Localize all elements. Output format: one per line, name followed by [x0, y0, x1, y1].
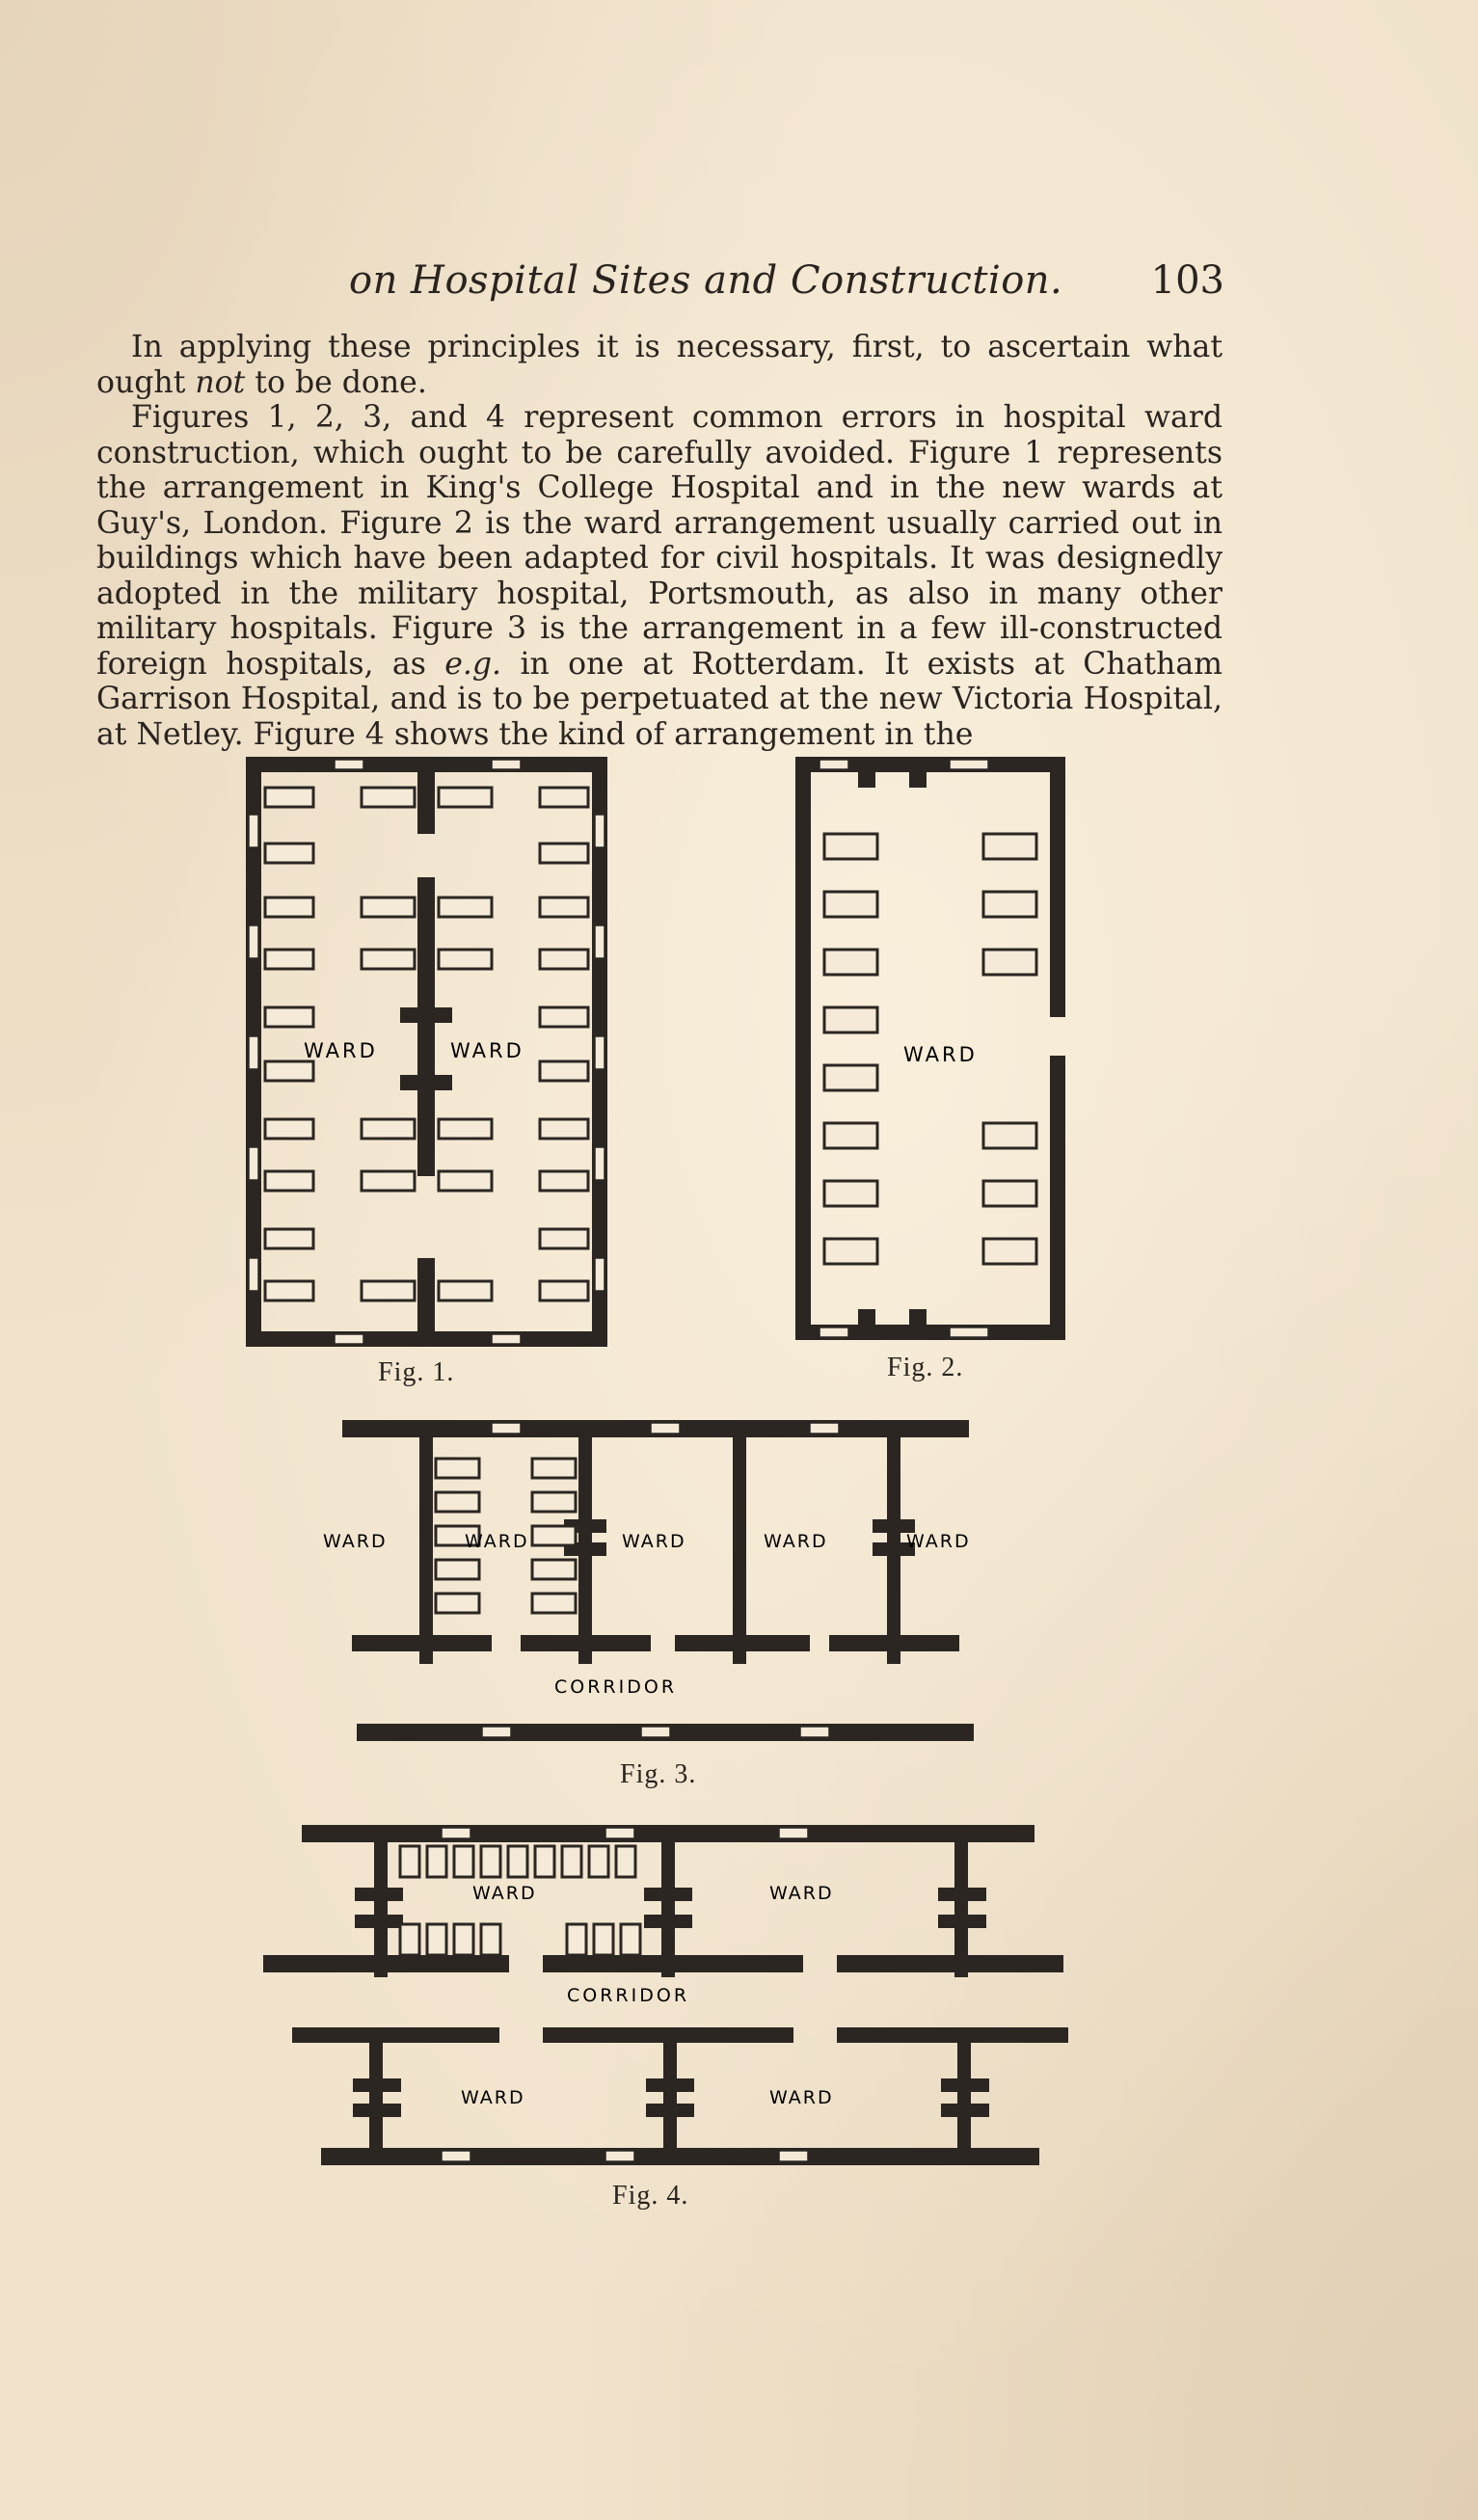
page-header: [96, 258, 1224, 316]
bed: [983, 1181, 1036, 1206]
bed: [540, 1007, 588, 1027]
bed: [532, 1459, 576, 1478]
fig4-label: WARD: [472, 1883, 537, 1904]
bed: [362, 788, 415, 807]
bed: [265, 950, 313, 969]
bed: [436, 1560, 479, 1579]
fig3-corridor-label: CORRIDOR: [554, 1676, 678, 1698]
bed: [540, 844, 588, 863]
bed: [439, 1171, 492, 1191]
bed: [427, 1924, 446, 1955]
bed: [454, 1924, 473, 1955]
fig3-label: WARD: [764, 1531, 828, 1552]
bed: [824, 1181, 877, 1206]
bed: [362, 1281, 415, 1300]
bed: [594, 1924, 613, 1955]
bed: [616, 1846, 635, 1877]
window: [249, 815, 258, 847]
bed: [265, 1119, 313, 1139]
window: [595, 1258, 605, 1291]
bed: [589, 1846, 608, 1877]
figure-3-caption: Fig. 3.: [620, 1759, 697, 1789]
window: [249, 1036, 258, 1069]
window: [249, 925, 258, 958]
figure-2-caption: Fig. 2.: [887, 1353, 964, 1382]
bed: [436, 1459, 479, 1478]
bed: [439, 898, 492, 917]
bed: [621, 1924, 640, 1955]
bed: [400, 1924, 419, 1955]
bed: [532, 1492, 576, 1512]
bed: [532, 1526, 576, 1545]
bed: [439, 950, 492, 969]
bed: [362, 1171, 415, 1191]
bed: [540, 950, 588, 969]
bed: [824, 1065, 877, 1090]
window: [595, 815, 605, 847]
bed: [436, 1594, 479, 1613]
paragraph-1: In applying these principles it is necessary, first, to ascertain what ought not to be done.: [96, 330, 1223, 400]
fig4-label: WARD: [461, 2087, 525, 2108]
fig3-label: WARD: [465, 1531, 529, 1552]
bed: [540, 1229, 588, 1248]
fig4-corridor-label: CORRIDOR: [567, 1985, 690, 2006]
bed: [983, 950, 1036, 975]
bed: [265, 1171, 313, 1191]
fig3-label: WARD: [622, 1531, 686, 1552]
figure-2-plan: [795, 757, 1065, 1340]
bed: [362, 898, 415, 917]
bed: [439, 1119, 492, 1139]
fig3-label: WARD: [906, 1531, 971, 1552]
bed: [824, 892, 877, 917]
bed: [824, 1007, 877, 1032]
bed: [540, 898, 588, 917]
bed: [983, 1239, 1036, 1264]
bed: [265, 1007, 313, 1027]
bed: [983, 1123, 1036, 1148]
figure-4-plan: [258, 1820, 1078, 2177]
bed: [824, 1239, 877, 1264]
bed: [436, 1492, 479, 1512]
bed: [439, 1281, 492, 1300]
bed: [362, 950, 415, 969]
running-title: on Hospital Sites and Construction.: [349, 258, 1063, 303]
bed: [400, 1846, 419, 1877]
bed: [532, 1560, 576, 1579]
bed: [265, 1061, 313, 1081]
bed: [540, 1171, 588, 1191]
bed: [481, 1924, 500, 1955]
window: [595, 925, 605, 958]
bed: [454, 1846, 473, 1877]
bed: [824, 950, 877, 975]
bed: [562, 1846, 581, 1877]
window: [249, 1258, 258, 1291]
fig4-label: WARD: [769, 2087, 834, 2108]
bed: [265, 844, 313, 863]
bed: [265, 898, 313, 917]
bed: [567, 1924, 586, 1955]
bed: [481, 1846, 500, 1877]
figure-1-plan: [246, 757, 607, 1347]
paragraph-2: Figures 1, 2, 3, and 4 represent common errors in hospital ward construction, which ought to be carefully avoided. Figure 1 represents the arrangement in King's College Hospital and in the new wards at Guy's, London. Figure 2 is the ward arrangement usually carried out in buildings which have been adapted for civil hospitals. It was designedly adopted in the military hospital, Portsmouth, as also in many other military hospitals. Figure 3 is the arrangement in a few ill-constructed foreign hospitals, as e.g. in one at Rotterdam. It exists at Chatham Garrison Hospital, and is to be perpetuated at the new Victoria Hospital, at Netley. Figure 4 shows the kind of arrangement in the: [96, 400, 1223, 752]
bed: [540, 1281, 588, 1300]
bed: [535, 1846, 554, 1877]
bed: [983, 834, 1036, 859]
bed: [508, 1846, 527, 1877]
body-text: [96, 330, 1223, 752]
fig1-label-right: WARD: [450, 1039, 524, 1062]
fig2-label: WARD: [903, 1043, 978, 1066]
bed: [265, 1281, 313, 1300]
bed: [265, 1229, 313, 1248]
bed: [983, 892, 1036, 917]
window: [249, 1147, 258, 1180]
fig1-label-left: WARD: [304, 1039, 378, 1062]
bed: [362, 1119, 415, 1139]
bed: [532, 1594, 576, 1613]
figure-3-plan: [318, 1415, 993, 1753]
bed: [824, 1123, 877, 1148]
bed: [427, 1846, 446, 1877]
figure-4-caption: Fig. 4.: [612, 2181, 689, 2211]
window: [595, 1036, 605, 1069]
bed: [540, 788, 588, 807]
bed: [540, 1061, 588, 1081]
bed: [265, 788, 313, 807]
bed: [540, 1119, 588, 1139]
window: [595, 1147, 605, 1180]
bed: [824, 834, 877, 859]
bed: [439, 788, 492, 807]
fig4-label: WARD: [769, 1883, 834, 1904]
figure-1-caption: Fig. 1.: [378, 1357, 455, 1387]
fig3-label: WARD: [323, 1531, 388, 1552]
page-number: 103: [1150, 258, 1224, 303]
